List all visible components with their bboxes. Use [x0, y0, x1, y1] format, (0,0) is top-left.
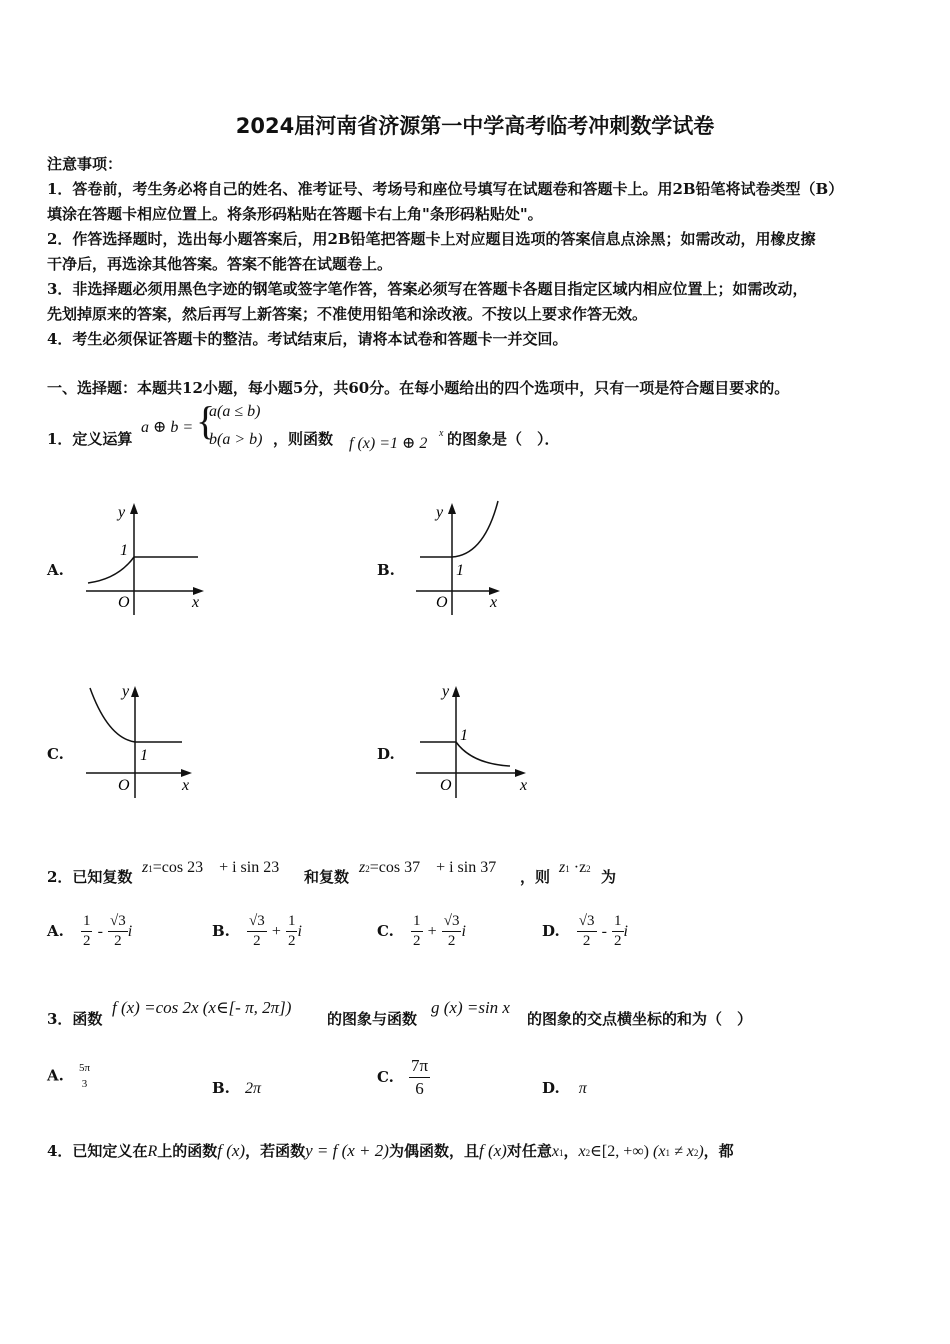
q3-f: f (x) =cos 2x (x∈[- π, 2π]) [112, 998, 292, 1017]
q3-option-c[interactable]: C. $\frac{7\pi}{6}$ [377, 1056, 429, 1098]
q3-option-d[interactable]: D. π [542, 1079, 587, 1097]
q1-option-d-label: D. [377, 745, 395, 763]
q2-option-b[interactable]: B. $\frac{√3}{2}$ + $\frac{1}{2}$ i [212, 913, 302, 949]
q1-case2: b(a > b) [209, 431, 263, 448]
notice-line: 4．考生必须保证答题卡的整洁。考试结束后，请将本试卷和答题卡一并交回。 [47, 330, 568, 348]
q2-then: ，则 [520, 868, 551, 886]
q3-prefix: 3．函数 [47, 1010, 103, 1028]
notice-line: 干净后，再选涂其他答案。答案不能答在试题卷上。 [47, 255, 393, 273]
y-axis-label: y [118, 504, 126, 521]
one-label: 1 [456, 562, 464, 579]
q3-option-a[interactable]: A. 5π 3 [47, 1062, 91, 1090]
q2-product: z1 ·z2 [559, 859, 591, 876]
q1-suffix: 的图象是（ ）． [447, 430, 560, 448]
q1-op: a ⊕ b = [141, 419, 194, 436]
q2-z2: z2=cos 37 + i sin 37 [359, 859, 497, 876]
x-axis-label: x [520, 777, 528, 794]
q1-func: f (x) =1 ⊕ 2 [349, 435, 428, 452]
q2-option-d[interactable]: D. $\frac{√3}{2}$ - $\frac{1}{2}$ i [542, 913, 628, 949]
q2-mid: 和复数 [304, 868, 350, 886]
notice-line: 填涂在答题卡相应位置上。将条形码粘贴在答题卡右上角"条形码粘贴处"。 [47, 205, 543, 223]
q3-option-b[interactable]: B. 2π [212, 1079, 262, 1097]
q4-line: 4．已知定义在R上的函数f (x)，若函数y = f (x + 2)为偶函数，且f (x)对任意x1，x2∈[2, +∞) (x1 ≠ x2)，都 [47, 1141, 734, 1160]
q1-graph-d [412, 680, 537, 800]
notice-line: 1．答卷前，考生务必将自己的姓名、准考证号、考场号和座位号填写在试题卷和答题卡上。用2B铅笔将试卷类型（B） [47, 180, 844, 198]
q1-graph-a [80, 495, 210, 620]
notice-line: 3．非选择题必须用黑色字迹的钢笔或签字笔作答，答案必须写在答题卡各题目指定区域内相应位置上；如需改动， [47, 280, 808, 298]
q1-option-b-label: B. [377, 561, 395, 579]
notice-line: 2．作答选择题时，选出每小题答案后，用2B铅笔把答题卡上对应题目选项的答案信息点涂黑；如需改动，用橡皮擦 [47, 230, 816, 248]
notice-heading: 注意事项： [47, 155, 123, 173]
y-axis-label: y [122, 683, 130, 700]
x-axis-label: x [490, 594, 498, 611]
q1-case1: a(a ≤ b) [209, 403, 261, 420]
one-label: 1 [460, 727, 468, 744]
q1-option-c-label: C. [47, 745, 64, 763]
page-title: 2024届河南省济源第一中学高考临考冲刺数学试卷 [235, 114, 715, 138]
q1-graph-c [80, 680, 200, 800]
origin-label: O [118, 777, 130, 794]
q2-z1: z1=cos 23 + i sin 23 [142, 859, 280, 876]
origin-label: O [436, 594, 448, 611]
q2-option-c[interactable]: C. $\frac{1}{2}$ + $\frac{√3}{2}$ i [377, 913, 466, 949]
q1-prefix: 1．定义运算 [47, 430, 133, 448]
y-axis-label: y [436, 504, 444, 521]
q1-exp: x [439, 428, 444, 439]
x-axis-label: x [192, 594, 200, 611]
q1-option-a-label: A. [47, 561, 64, 579]
x-axis-label: x [182, 777, 190, 794]
q3-suffix: 的图象的交点横坐标的和为（ ） [527, 1010, 753, 1028]
q2-suffix: 为 [601, 868, 617, 886]
q2-prefix: 2．已知复数 [47, 868, 133, 886]
origin-label: O [118, 594, 130, 611]
origin-label: O [440, 777, 452, 794]
one-label: 1 [140, 747, 148, 764]
one-label: 1 [120, 542, 128, 559]
q3-g: g (x) =sin x [431, 998, 510, 1017]
q1-mid: ，则函数 [273, 430, 334, 448]
q1-graph-b [412, 495, 512, 620]
q3-mid: 的图象与函数 [327, 1010, 418, 1028]
section-heading: 一、选择题：本题共12小题，每小题5分，共60分。在每小题给出的四个选项中，只有一项是符合题目要求的。 [47, 379, 790, 397]
notice-line: 先划掉原来的答案，然后再写上新答案；不准使用铅笔和涂改液。不按以上要求作答无效。 [47, 305, 648, 323]
y-axis-label: y [442, 683, 450, 700]
q2-option-a[interactable]: A. $\frac{1}{2}$ - $\frac{√3}{2}$ i [47, 913, 133, 949]
q1-brace: { [196, 398, 216, 443]
